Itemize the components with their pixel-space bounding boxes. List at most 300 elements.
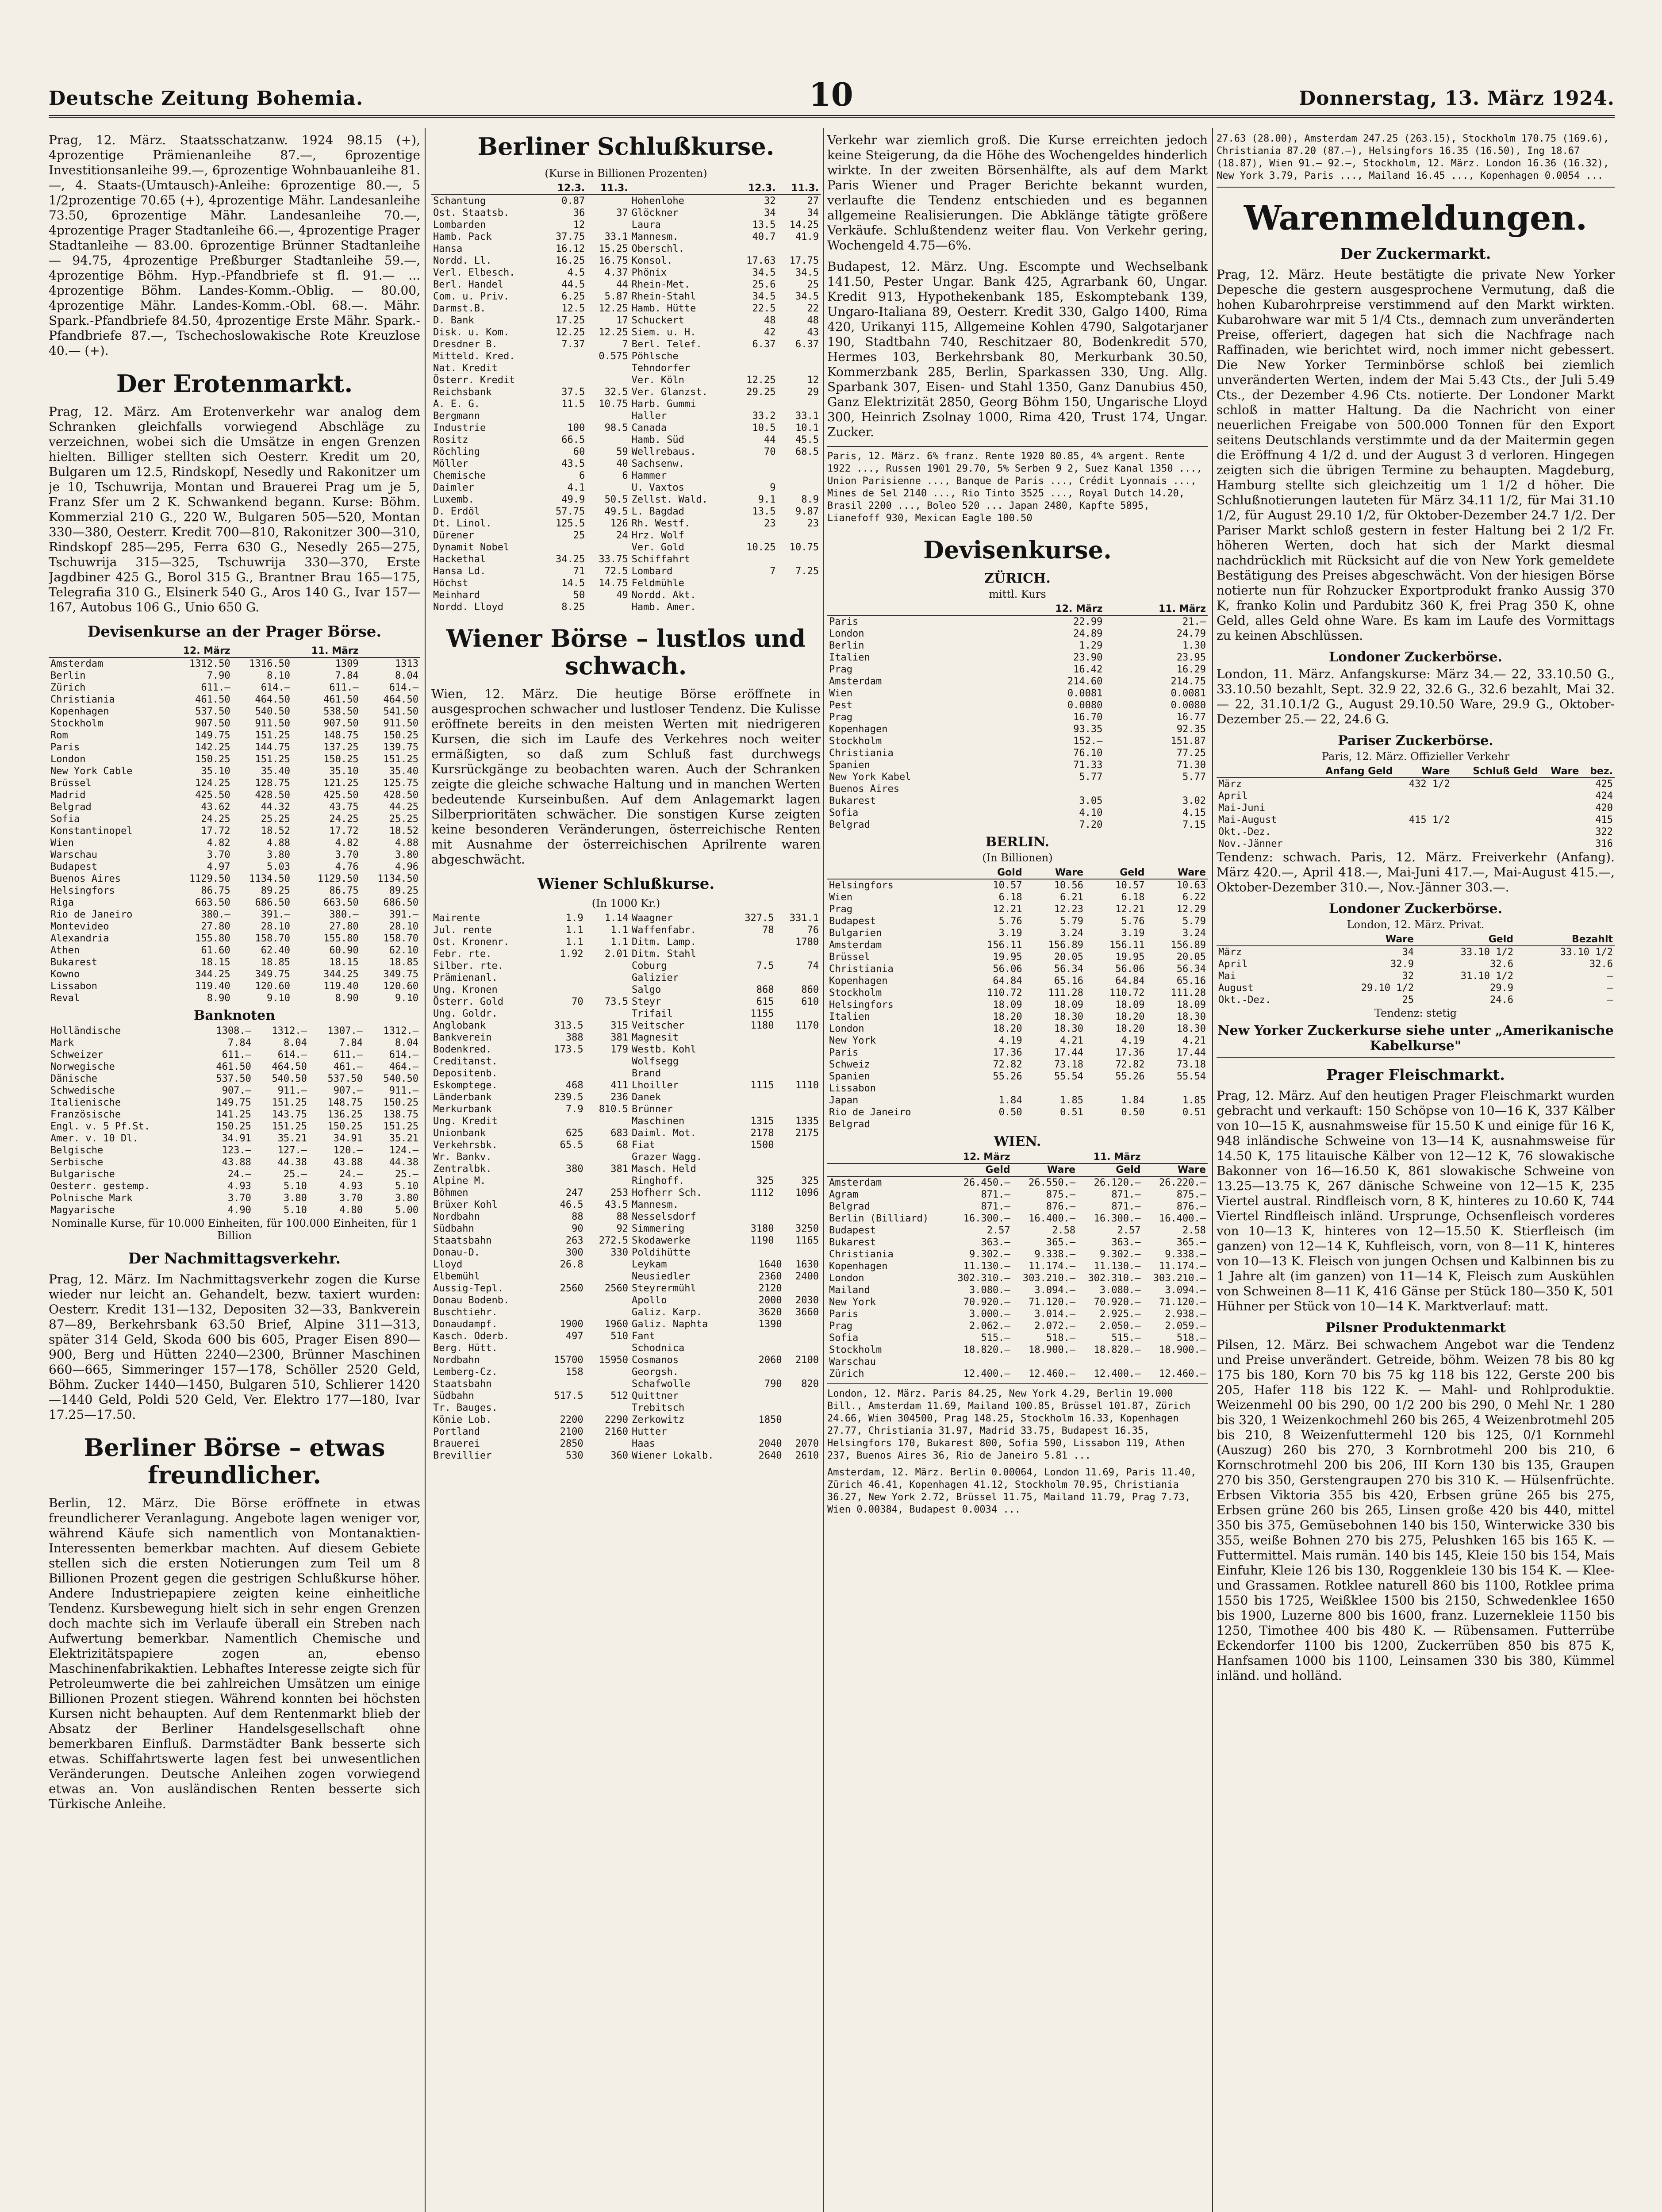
table-cell: 18.20 (993, 1023, 1022, 1034)
table-row (827, 676, 1208, 687)
table-cell: 120.60 (383, 981, 418, 992)
table-cell: 461.50 (323, 694, 359, 705)
table-cell: 303.210.— (1153, 1273, 1206, 1284)
table-header (827, 1164, 947, 1176)
table-cell: 530 (565, 1450, 583, 1461)
london-zucker2-title: Londoner Zuckerbörse. (1329, 901, 1502, 917)
table-cell: 1312.50 (189, 658, 230, 669)
row-label: Schafwolle (632, 1379, 691, 1390)
table-cell: 5.10 (283, 1205, 307, 1216)
table-cell: 247 (565, 1187, 583, 1198)
table-cell: 120.60 (255, 981, 290, 992)
table-cell (585, 1306, 630, 1318)
row-label: Aussig-Tepl. (433, 1283, 503, 1294)
table-cell (1024, 1083, 1085, 1094)
row-label: Kopenhagen (829, 975, 888, 987)
table-cell: 23.95 (1176, 652, 1206, 663)
table-cell: 7.84 (339, 1037, 363, 1048)
table-cell: 5.76 (1121, 916, 1145, 927)
table-cell: 3660 (795, 1307, 819, 1318)
table-cell: 48 (807, 315, 819, 326)
table-row (1217, 802, 1615, 814)
table-cell: 179 (610, 1044, 629, 1055)
table-cell: 18.15 (201, 957, 230, 968)
row-label: Eskomptege. (433, 1080, 498, 1091)
row-label: Hansa (433, 243, 463, 254)
table-cell: 2.925.— (1099, 1309, 1141, 1320)
table-cell: 64.84 (993, 975, 1022, 987)
table-cell: 65.5 (560, 1140, 583, 1151)
table-cell: 72.82 (993, 1059, 1022, 1070)
table-cell: 71.30 (1176, 760, 1206, 771)
table-row (431, 338, 821, 350)
table-cell: 1390 (758, 1319, 782, 1330)
table-cell: 1.29 (1079, 640, 1103, 651)
table-cell: 1.84 (1121, 1095, 1145, 1106)
table-cell (734, 350, 777, 362)
table-row (827, 615, 1208, 628)
table-cell: 3.19 (1121, 928, 1145, 939)
table-cell: 56.06 (993, 964, 1022, 975)
table-cell (544, 362, 587, 374)
table-row (49, 1037, 420, 1049)
row-label: Oesterr. gestemp. (50, 1181, 150, 1192)
berlin-continued-text: Verkehr war ziemlich groß. Die Kurse erreichten jedoch keine Steigerung, da die Höhe des Wochengeldes hinderlich wirkte. In der zweiten Börsenhälfte, als auf dem Markt Paris Wiener und Prager Berichte bekannt wurden, verlaufte die Tendenz entschieden und es begannen allgemeine Realisierungen. Die Abklänge tätigte größere Verkäufe. Schlußtendenz weiter flau. Von Verkehr gering, Wochengeld 4.75—6%. (827, 133, 1208, 253)
row-label: Wiener Lokalb. (632, 1450, 714, 1461)
table-row (49, 694, 420, 706)
table-cell (731, 1103, 775, 1115)
table-cell: 2100 (560, 1426, 583, 1437)
table-cell: 33.10 1/2 (1460, 947, 1513, 958)
row-label: Industrie (433, 422, 486, 434)
table-row (827, 891, 1208, 903)
table-cell: 538.50 (323, 706, 359, 717)
table-cell (544, 350, 587, 362)
table-cell: 1.84 (998, 1095, 1022, 1106)
row-label: Nordd. Lloyd (433, 602, 503, 613)
london-zucker2-table (1217, 933, 1615, 1006)
warenmeldungen-title: Warenmeldungen. (1244, 198, 1588, 238)
row-label: Rh. Westf. (631, 518, 691, 529)
table-row (431, 1235, 821, 1247)
table-cell (1540, 778, 1581, 790)
table-cell: 72.82 (1115, 1059, 1145, 1070)
table-cell (540, 1115, 585, 1127)
table-row (431, 1008, 821, 1020)
table-row (49, 1133, 420, 1144)
table-cell: 428.50 (255, 790, 290, 801)
table-cell: 425 (1595, 779, 1613, 790)
row-label: Creditanst. (433, 1056, 498, 1067)
row-label: Rhein-Met. (631, 279, 691, 290)
table-cell (778, 458, 821, 470)
table-cell: 16.70 (1073, 712, 1103, 723)
table-cell: 2.58 (1052, 1225, 1076, 1236)
issue-date: Donnerstag, 13. März 1924. (1298, 87, 1615, 110)
row-label: London (829, 1023, 864, 1034)
table-cell: 540.50 (272, 1073, 307, 1084)
table-row (827, 1284, 1208, 1296)
row-label: Daiml. Mot. (632, 1128, 696, 1139)
table-cell: 8.04 (283, 1037, 307, 1048)
table-cell (585, 1294, 630, 1306)
table-cell: 4.21 (1182, 1035, 1206, 1046)
row-label: Bodenkred. (433, 1044, 492, 1055)
table-cell (540, 1306, 585, 1318)
table-cell: 34.25 (556, 554, 585, 565)
table-cell: 142.25 (195, 742, 230, 753)
table-cell: 214.60 (1067, 676, 1103, 687)
table-header: Ware (1024, 867, 1085, 879)
table-cell: 57.75 (556, 506, 585, 517)
row-label: Zürich (829, 1368, 864, 1379)
table-cell: 871.— (1111, 1201, 1141, 1212)
table-cell (1304, 778, 1395, 790)
table-cell: 35.21 (389, 1133, 418, 1144)
table-cell: 1900 (560, 1319, 583, 1330)
table-header: Schluß Geld (1452, 765, 1540, 778)
table-row (431, 315, 821, 326)
table-cell: 18.85 (389, 957, 418, 968)
row-label: Brüxer Kohl (433, 1199, 498, 1210)
row-label: Budapest (50, 861, 97, 872)
table-cell: 10.56 (1054, 880, 1084, 891)
table-cell: 44 (764, 434, 776, 445)
table-row (431, 1318, 821, 1330)
table-cell: 25.6 (752, 279, 776, 290)
table-cell: 76.10 (1073, 748, 1103, 759)
row-label: Mairente (433, 913, 480, 924)
table-cell: 32.5 (604, 387, 628, 398)
table-row (431, 470, 821, 482)
table-row (431, 362, 821, 374)
row-label: Lemberg-Cz. (433, 1367, 498, 1378)
table-cell (731, 1068, 775, 1079)
table-cell: 18.820.— (963, 1344, 1010, 1356)
table-cell: 12.25 (599, 327, 628, 338)
row-label: Phönix (631, 267, 667, 278)
row-label: Lombarden (433, 219, 486, 230)
table-cell: 88 (572, 1211, 583, 1222)
table-cell: 4.93 (227, 1181, 251, 1192)
row-label: Schweiz (829, 1059, 870, 1070)
row-label: März (1218, 947, 1242, 958)
table-cell: 911.— (389, 1085, 418, 1096)
table-row (827, 652, 1208, 664)
row-label: Warschau (829, 1356, 876, 1367)
row-label: London (829, 628, 864, 639)
table-cell: 62.40 (261, 945, 290, 956)
erotenmarkt-text: Prag, 12. März. Am Erotenverkehr war analog dem Schranken gleichfalls vorwiegend Abschläge zu verzeichnen, wobei sich die Umsätze in engen Grenzen hielten. Billiger stellten sich Oesterr. Kredit um 20, Bulgaren um 12.5, Rindskopf, Nesedly und Rakonitzer um je 10, Tschuwrija, Montan und Brauerei Prag um je 5, Franz Sfer um 2 K. Schwankend begann. Kurse: Böhm. Kommerzial 210 G., 220 W., Bulgaren 505—520, Montan 330—380, Oesterr. Kredit 700—810, Rakonitzer 300—310, Rindskopf 285—295, Ferra 630 G., Nesedly 265—275, Tschuwrija 315—325, Tschuwrija 330—370, Erste Jagdbiner 425 G., Borol 315 G., Brantner Brau 165—175, Telegrafia 310 G., Elsinerk 540 G., Aros 140 G., Ivar 157—167, Autobus 106 G., Unio 650 G. (49, 404, 420, 614)
table-row (49, 1025, 420, 1037)
row-label: Laura (631, 219, 661, 230)
table-cell: 363.— (981, 1237, 1010, 1248)
row-label: Zentralbk. (433, 1164, 492, 1175)
table-cell (585, 1008, 630, 1020)
table-cell: 0.0081 (1171, 688, 1206, 699)
table-cell: 9.1 (758, 494, 776, 505)
table-cell: 1335 (795, 1116, 819, 1127)
row-label: Magyarische (50, 1205, 115, 1216)
zuckermarkt-title: Der Zuckermarkt. (1340, 245, 1491, 263)
table-row (49, 1061, 420, 1073)
table-cell: 60.90 (329, 945, 359, 956)
table-header (1217, 933, 1316, 946)
table-row (431, 912, 821, 924)
table-row (827, 1189, 1208, 1201)
prague-fx-table (49, 645, 420, 1004)
table-cell: 98.5 (604, 422, 628, 434)
row-label: Belgrad (829, 1201, 870, 1212)
table-header (1143, 1151, 1208, 1164)
table-cell: 90 (572, 1223, 583, 1234)
paris-zucker-title: Pariser Zuckerbörse. (1338, 733, 1493, 749)
table-cell (587, 601, 629, 613)
row-label: Lissabon (50, 981, 97, 992)
table-cell: 71.120.— (1159, 1297, 1206, 1308)
table-cell: 236 (610, 1092, 629, 1103)
table-cell: 70.920.— (1094, 1297, 1141, 1308)
table-cell: 2.01 (605, 949, 629, 960)
table-cell: 0.0081 (1067, 688, 1103, 699)
row-label: Dresdner B. (433, 339, 498, 350)
table-row (431, 1354, 821, 1366)
row-label: Nesselsdorf (632, 1211, 696, 1222)
table-cell: 45.5 (795, 434, 819, 445)
table-row (49, 945, 420, 956)
row-label: Zerkowitz (632, 1414, 685, 1425)
table-cell: 37.5 (561, 387, 585, 398)
table-cell: 120.— (333, 1145, 363, 1156)
table-cell (784, 1283, 821, 1294)
row-label: Ung. Kredit (433, 1116, 498, 1127)
table-cell (540, 1342, 585, 1354)
table-cell: 56.34 (1054, 964, 1084, 975)
table-row (827, 1368, 1208, 1380)
table-row (827, 1344, 1208, 1356)
table-cell: 8.90 (335, 993, 359, 1004)
row-label: Meinhard (433, 590, 480, 601)
row-label: Maschinen (632, 1116, 685, 1127)
table-row (431, 1271, 821, 1283)
table-cell (776, 1068, 821, 1079)
row-label: Brüssel (829, 952, 870, 963)
table-cell: 86.75 (329, 885, 359, 896)
table-row (827, 1308, 1208, 1320)
row-label (1452, 778, 1540, 790)
table-cell: 0.575 (599, 351, 628, 362)
amsterdam-fx-text: Amsterdam, 12. März. Berlin 0.00064, London 11.69, Paris 11.40, Zürich 46.41, Kopenhagen 41.12, Stockholm 70.95, Christiania 36.27, New York 2.72, Brüssel 11.75, Mailand 11.79, Prag 7.73, Wien 0.00384, Budapest 0.0034 ... (827, 1467, 1197, 1515)
table-cell: 1313 (395, 658, 418, 669)
row-label: Ung. Goldr. (433, 1008, 498, 1019)
table-cell: 34.5 (752, 267, 776, 278)
row-label: Donaudampf. (433, 1319, 498, 1330)
row-label: Ver. Köln (631, 375, 684, 386)
table-cell: 871.— (981, 1201, 1010, 1212)
table-cell: 143.75 (272, 1109, 307, 1120)
table-cell: 0.87 (561, 196, 585, 207)
table-cell: 18.900.— (1159, 1344, 1206, 1356)
table-cell: 1309 (335, 658, 359, 669)
row-label: Kowno (50, 969, 80, 980)
table-cell: 150.25 (195, 754, 230, 765)
row-label: Poldihütte (632, 1247, 691, 1258)
table-cell: 34 (1402, 947, 1414, 958)
row-label: Bukarest (50, 957, 97, 968)
table-cell (544, 374, 587, 386)
table-cell (1143, 1356, 1208, 1368)
table-row (827, 1071, 1208, 1083)
table-row (827, 735, 1208, 747)
paris-zucker-table (1217, 765, 1615, 850)
table-row (431, 1139, 821, 1151)
table-cell: 31.10 1/2 (1460, 971, 1513, 982)
row-label: Brünner (632, 1104, 673, 1115)
table-cell: 860 (801, 984, 819, 995)
table-row (49, 1049, 420, 1061)
table-cell: 365.— (1046, 1237, 1076, 1248)
table-cell: 363.— (1111, 1237, 1141, 1248)
row-label: Steyr (632, 996, 661, 1007)
table-row (431, 207, 821, 219)
table-cell: 148.75 (327, 1097, 363, 1108)
table-cell (585, 1402, 630, 1414)
row-label: Grazer Wagg. (632, 1152, 702, 1163)
row-label: Schuckert (631, 315, 684, 326)
table-row (827, 807, 1208, 819)
row-label: Com. u. Priv. (433, 291, 510, 302)
table-cell: 214.75 (1171, 676, 1206, 687)
table-cell: 464.50 (272, 1061, 307, 1072)
table-cell: 2.938.— (1165, 1309, 1206, 1320)
table-row (431, 291, 821, 303)
row-label: Brevillier (433, 1450, 492, 1461)
row-label: Norwegische (50, 1061, 115, 1072)
table-cell: 22 (807, 303, 819, 314)
table-cell: 7.84 (335, 670, 359, 681)
row-label: Wr. Bankv. (433, 1152, 492, 1163)
table-cell: 11.130.— (963, 1261, 1010, 1272)
row-label: Reval (50, 993, 80, 1004)
table-cell: 37 (616, 207, 628, 219)
table-row (49, 1144, 420, 1156)
table-cell: 1.30 (1182, 640, 1206, 651)
table-cell: 1129.50 (189, 873, 230, 884)
table-row (431, 1056, 821, 1068)
row-label: Mailand (829, 1285, 870, 1296)
table-cell: 29.25 (746, 387, 776, 398)
table-row (431, 1390, 821, 1402)
table-cell: 360 (610, 1450, 629, 1461)
table-cell (540, 1008, 585, 1020)
table-cell: 43.75 (329, 802, 359, 813)
table-cell: 151.87 (1171, 736, 1206, 747)
table-row (827, 783, 1208, 795)
table-row (431, 458, 821, 470)
table-row (49, 1109, 420, 1121)
table-row (49, 801, 420, 813)
table-cell: 4.97 (207, 861, 230, 872)
table-header (49, 645, 164, 657)
table-cell: 381 (610, 1032, 629, 1043)
table-cell (778, 243, 821, 255)
table-cell (1001, 783, 1105, 795)
table-cell: 497 (565, 1331, 583, 1342)
row-label: Mai-Juni (1218, 803, 1265, 814)
row-label: Haas (632, 1438, 656, 1449)
row-label: Christiania (50, 694, 115, 705)
table-cell: 16.400.— (1159, 1213, 1206, 1224)
table-cell: 70 (572, 996, 583, 1007)
table-cell: 55.26 (1115, 1071, 1145, 1082)
table-cell: 1630 (795, 1259, 819, 1270)
table-row (431, 494, 821, 506)
table-cell: 4.88 (267, 837, 290, 849)
row-label: Dynamit Nobel (433, 542, 510, 553)
table-cell: 9.10 (267, 993, 290, 1004)
table-cell (585, 1175, 630, 1187)
table-row (827, 1237, 1208, 1248)
table-row (827, 1083, 1208, 1094)
row-label: Verl. Elbesch. (433, 267, 515, 278)
table-row (431, 219, 821, 231)
table-row (49, 873, 420, 885)
table-cell: 43 (807, 327, 819, 338)
row-label: Paris (829, 616, 859, 627)
table-cell: 10.5 (752, 422, 776, 434)
row-label: Hamb. Amer. (631, 602, 696, 613)
table-cell: 12 (573, 219, 585, 230)
berlin-fx-table (827, 867, 1208, 1130)
table-cell: 8.90 (207, 993, 230, 1004)
table-cell: 24 (616, 530, 628, 541)
row-label: Febr. rte. (433, 949, 492, 960)
row-label: Jul. rente (433, 925, 492, 936)
row-label: Budapest (829, 1225, 876, 1236)
table-cell (734, 362, 777, 374)
table-cell: 2000 (758, 1295, 782, 1306)
table-cell: 253 (610, 1187, 629, 1198)
row-label: Waffenfabr. (632, 925, 696, 936)
row-label: Südbahn (433, 1390, 474, 1402)
row-label: Chemische (433, 470, 486, 481)
row-label: Trebitsch (632, 1402, 685, 1413)
table-row (827, 903, 1208, 915)
table-cell (1104, 783, 1208, 795)
table-header: Geld (1077, 1164, 1142, 1176)
table-cell: 820 (801, 1379, 819, 1390)
table-cell: 2640 (758, 1450, 782, 1461)
table-row (49, 992, 420, 1004)
row-label: Amer. v. 10 Dl. (50, 1133, 138, 1144)
table-cell: 2.050.— (1099, 1321, 1141, 1332)
divider (827, 1383, 1208, 1384)
row-label: Kasch. Oderb. (433, 1331, 510, 1342)
table-cell: 138.75 (383, 1109, 418, 1120)
page-number: 10 (809, 76, 853, 113)
table-header: 12. März (164, 645, 232, 657)
table-row (431, 541, 821, 553)
table-cell: 2.059.— (1165, 1321, 1206, 1332)
table-cell: 2610 (795, 1450, 819, 1461)
table-cell: 151.25 (272, 1121, 307, 1132)
table-cell: 3.80 (395, 849, 418, 860)
row-label: Darmst.B. (433, 303, 486, 314)
row-label: New York Kabel (829, 772, 911, 783)
row-label: Wien (829, 688, 852, 699)
table-cell: 9.87 (795, 506, 819, 517)
table-cell: 7.20 (1079, 819, 1103, 830)
